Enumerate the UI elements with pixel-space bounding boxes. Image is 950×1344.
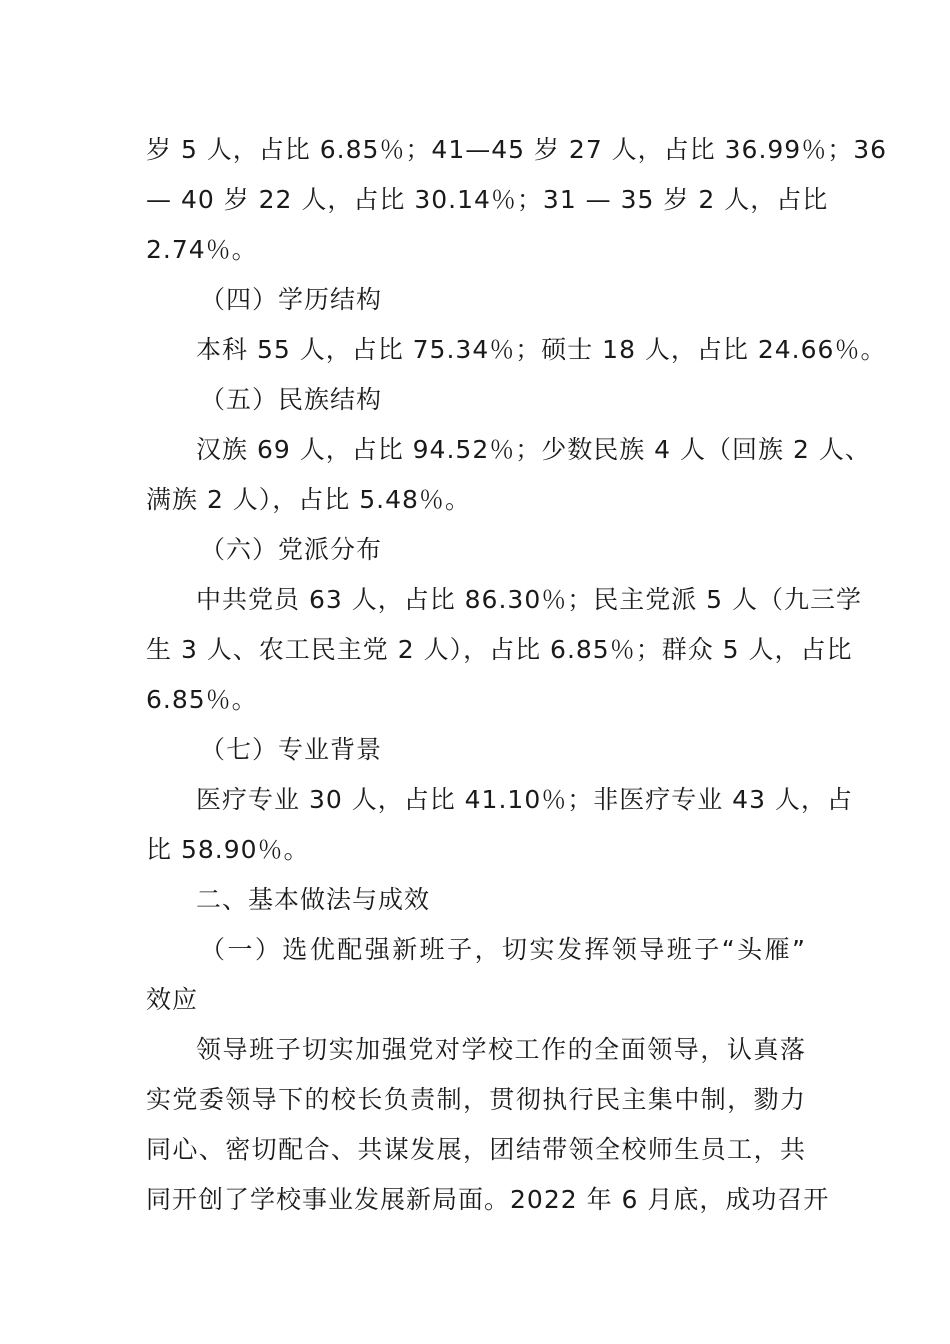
section-heading-education: （四）学历结构 bbox=[200, 285, 383, 314]
subsection-heading-leadership: （一）选优配强新班子，切实发挥领导班子“头雁” bbox=[200, 935, 806, 964]
paragraph-line-4: 同开创了学校事业发展新局面。2022 年 6 月底，成功召开 bbox=[146, 1185, 830, 1214]
text-line-age-41-45: 岁 5 人，占比 6.85％；41—45 岁 27 人，占比 36.99％；36 bbox=[146, 135, 888, 164]
text-line-profession-end: 比 58.90％。 bbox=[146, 835, 310, 864]
paragraph-line-2: 实党委领导下的校长负责制，贯彻执行民主集中制，勠力 bbox=[146, 1085, 806, 1114]
text-line-education: 本科 55 人，占比 75.34％；硕士 18 人，占比 24.66％。 bbox=[196, 335, 887, 364]
text-line-ethnicity: 汉族 69 人，占比 94.52％；少数民族 4 人（回族 2 人、 bbox=[196, 435, 871, 464]
text-line-age-end: 2.74％。 bbox=[146, 235, 258, 264]
text-line-party: 中共党员 63 人，占比 86.30％；民主党派 5 人（九三学 bbox=[196, 585, 863, 614]
section-heading-practices: 二、基本做法与成效 bbox=[196, 885, 431, 914]
section-heading-ethnicity: （五）民族结构 bbox=[200, 385, 383, 414]
paragraph-line-3: 同心、密切配合、共谋发展，团结带领全校师生员工，共 bbox=[146, 1135, 806, 1164]
text-line-ethnicity-end: 满族 2 人），占比 5.48％。 bbox=[146, 485, 471, 514]
subsection-heading-leadership-end: 效应 bbox=[146, 985, 199, 1014]
section-heading-profession: （七）专业背景 bbox=[200, 735, 383, 764]
text-line-party-end: 6.85％。 bbox=[146, 685, 258, 714]
text-line-profession: 医疗专业 30 人，占比 41.10％；非医疗专业 43 人，占 bbox=[196, 785, 853, 814]
text-line-age-31-40: — 40 岁 22 人，占比 30.14％；31 — 35 岁 2 人，占比 bbox=[146, 185, 829, 214]
section-heading-party: （六）党派分布 bbox=[200, 535, 383, 564]
text-line-party-cont: 生 3 人、农工民主党 2 人），占比 6.85％；群众 5 人，占比 bbox=[146, 635, 853, 664]
paragraph-line-1: 领导班子切实加强党对学校工作的全面领导，认真落 bbox=[196, 1035, 806, 1064]
